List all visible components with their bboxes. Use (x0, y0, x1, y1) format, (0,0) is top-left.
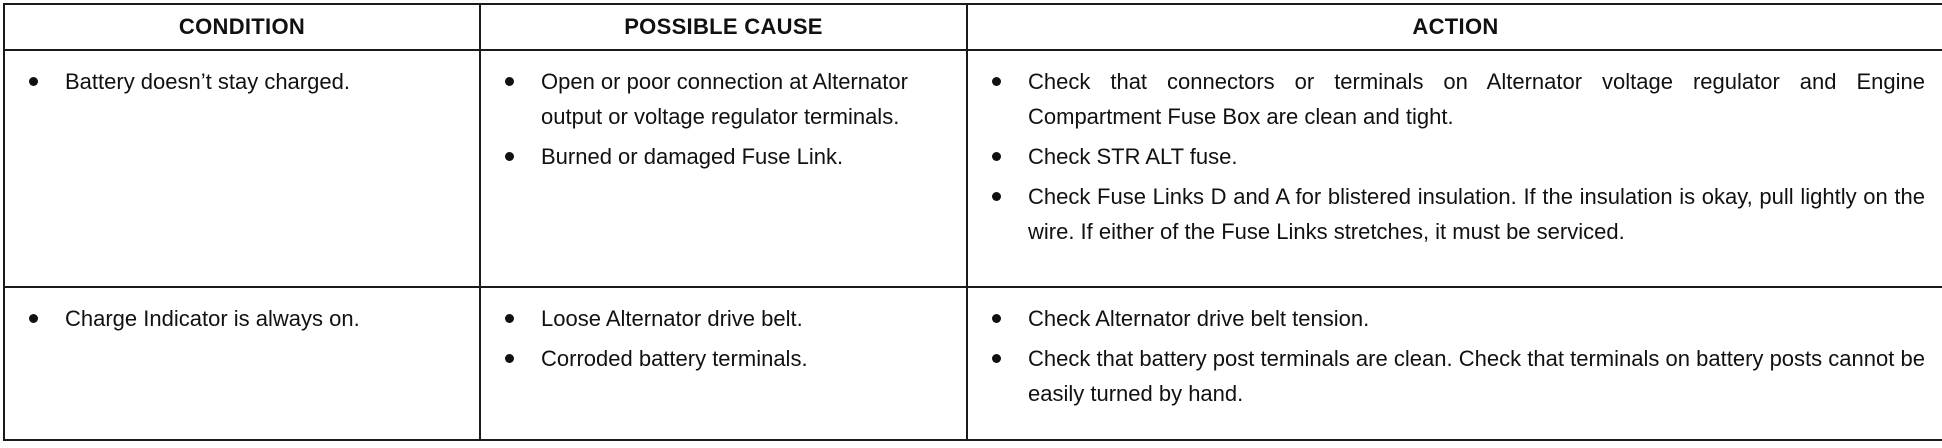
possible-cause-header: POSSIBLE CAUSE (480, 4, 967, 50)
condition-item: Charge Indicator is always on. (23, 301, 461, 336)
header-row (4, 4, 1942, 50)
action-header: ACTION (967, 4, 1942, 50)
action-item: Check STR ALT fuse. (986, 139, 1925, 174)
cause-cell (480, 287, 967, 440)
action-item: Check that connectors or terminals on Alternator voltage regulator and Engine Compartment Fuse Box are clean and tight. (986, 64, 1925, 134)
condition-item: Battery doesn’t stay charged. (23, 64, 461, 99)
cause-item: Loose Alternator drive belt. (499, 301, 948, 336)
table-row (4, 50, 1942, 287)
action-item: Check Alternator drive belt tension. (986, 301, 1925, 336)
action-cell (967, 287, 1942, 440)
action-item: Check Fuse Links D and A for blistered insulation. If the insulation is okay, pull lightly on the wire. If either of the Fuse Links stretches, it must be serviced. (986, 179, 1925, 249)
action-cell (967, 50, 1942, 287)
diagnosis-table (3, 3, 1942, 441)
action-item: Check that battery post terminals are clean. Check that terminals on battery posts cannot be easily turned by hand. (986, 341, 1925, 411)
cause-item: Corroded battery terminals. (499, 341, 948, 376)
table-row (4, 287, 1942, 440)
cause-cell (480, 50, 967, 287)
condition-cell (4, 287, 480, 440)
cause-item: Open or poor connection at Alternator output or voltage regulator terminals. (499, 64, 948, 134)
condition-cell (4, 50, 480, 287)
cause-item: Burned or damaged Fuse Link. (499, 139, 948, 174)
condition-header: CONDITION (4, 4, 480, 50)
